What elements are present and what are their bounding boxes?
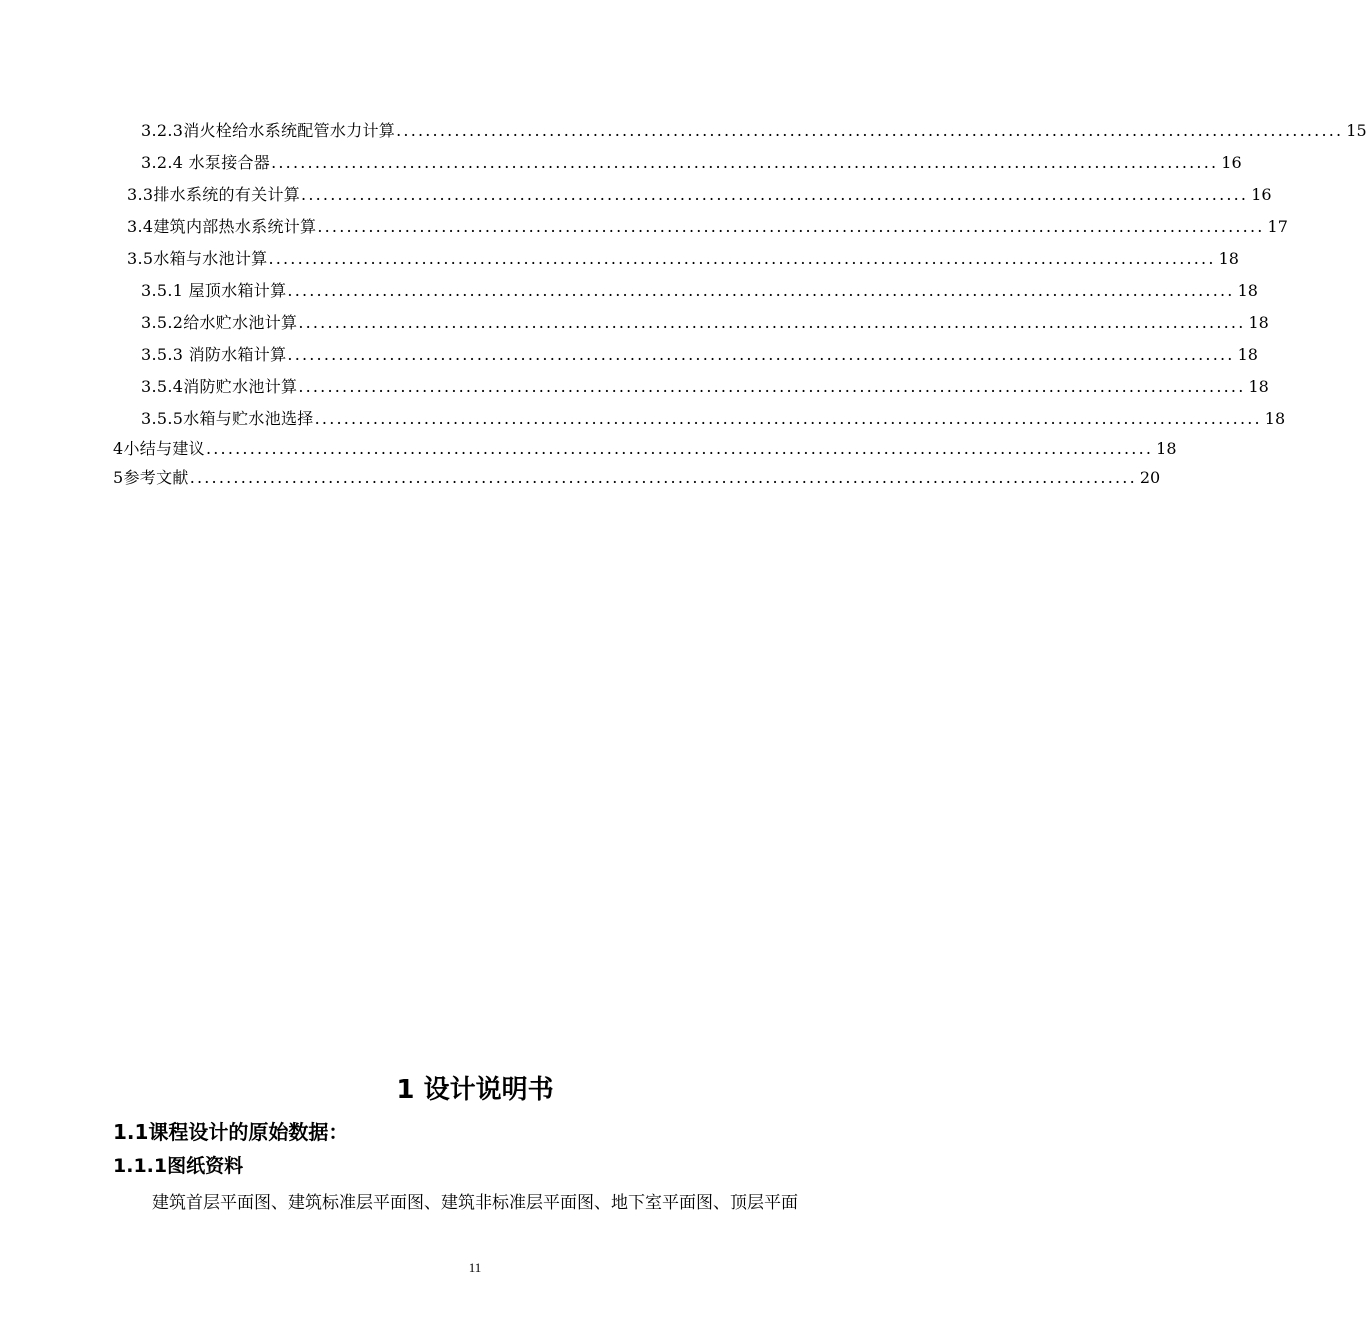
toc-leader-dots: .................................................................................................................................. [287,345,1235,364]
toc-entry[interactable] [141,120,1367,142]
toc-entry[interactable] [127,248,1239,270]
toc-entry-label: 4小结与建议 [113,439,205,458]
toc-entry-label: 3.3排水系统的有关计算 [127,185,301,204]
toc-entry-page: 18 [1237,345,1258,364]
body-paragraph: 建筑首层平面图、建筑标准层平面图、建筑非标准层平面图、地下室平面图、顶层平面 [152,1193,798,1213]
toc-entry-page: 18 [1156,439,1177,458]
subsection-title: 1.1.1图纸资料 [113,1155,244,1177]
toc-entry-page: 17 [1267,217,1288,236]
toc-entry-label: 3.5.3 消防水箱计算 [141,345,287,364]
toc-entry[interactable] [141,344,1258,366]
toc-leader-dots: .................................................................................................................................. [287,281,1235,300]
toc-leader-dots: .................................................................................................................................. [189,468,1137,487]
toc-entry-page: 15 [1346,121,1367,140]
toc-entry[interactable] [141,152,1242,174]
toc-leader-dots: .................................................................................................................................. [268,249,1216,268]
toc-entry-label: 3.2.3消火栓给水系统配管水力计算 [141,121,396,140]
toc-entry-page: 20 [1139,468,1161,487]
toc-leader-dots: .................................................................................................................................. [298,377,1246,396]
toc-entry-label: 3.2.4 水泵接合器 [141,153,271,172]
toc-entry-label: 3.5.5水箱与贮水池选择 [141,409,314,428]
toc-entry[interactable] [141,312,1269,334]
toc-entry-page: 18 [1218,249,1239,268]
toc-entry-page: 16 [1221,153,1242,172]
toc-entry-label: 3.5.4消防贮水池计算 [141,377,298,396]
toc-entry-page: 18 [1248,313,1269,332]
toc-leader-dots: .................................................................................................................................. [205,439,1154,458]
toc-entry-label: 3.5.1 屋顶水箱计算 [141,281,287,300]
toc-leader-dots: .................................................................................................................................. [317,217,1265,236]
toc-entry-label: 5参考文献 [113,468,189,487]
toc-entry[interactable] [141,376,1269,398]
toc-entry-label: 3.5.2给水贮水池计算 [141,313,298,332]
section-title: 1.1课程设计的原始数据： [113,1120,349,1144]
toc-entry-page: 18 [1248,377,1269,396]
toc-entry-page: 18 [1237,281,1258,300]
toc-entry[interactable] [127,216,1288,238]
chapter-title: 1 设计说明书 [396,1075,554,1105]
toc-entry[interactable] [141,280,1258,302]
toc-entry[interactable] [113,438,1177,460]
toc-entry[interactable] [113,467,1161,489]
toc-entry-label: 3.4建筑内部热水系统计算 [127,217,317,236]
toc-entry-label: 3.5水箱与水池计算 [127,249,268,268]
toc-leader-dots: .................................................................................................................................. [314,409,1262,428]
toc-leader-dots: .................................................................................................................................. [301,185,1249,204]
toc-entry[interactable] [127,184,1272,206]
toc-entry[interactable] [141,408,1286,430]
toc-entry-page: 16 [1251,185,1272,204]
toc-leader-dots: .................................................................................................................................. [298,313,1246,332]
toc-leader-dots: .................................................................................................................................. [396,121,1344,140]
toc-entry-page: 18 [1264,409,1286,428]
toc-leader-dots: .................................................................................................................................. [271,153,1219,172]
page-number: 11 [468,1260,482,1275]
